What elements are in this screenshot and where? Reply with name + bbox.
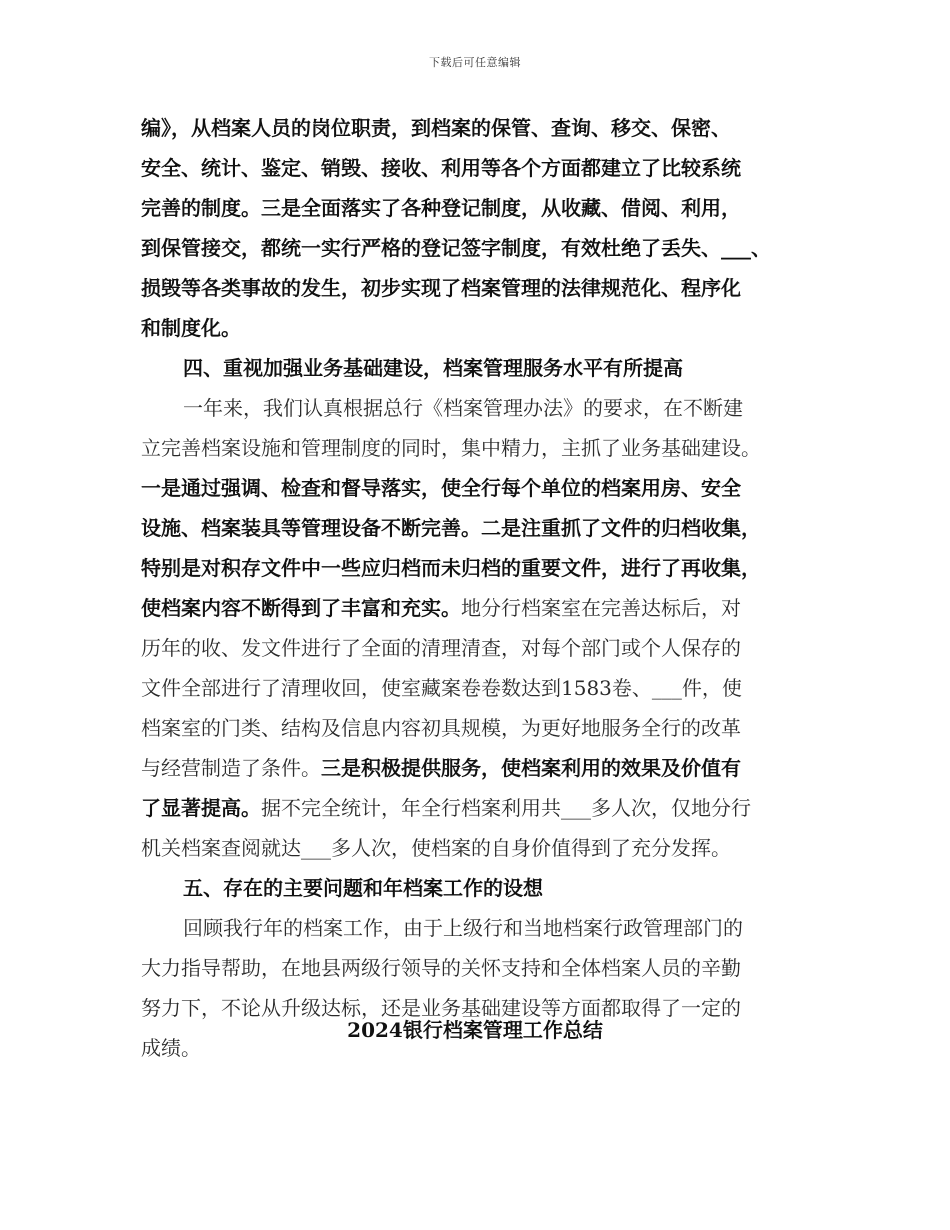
text-line-mixed xyxy=(141,748,817,788)
normal-span: 与经营制造了条件。 xyxy=(141,756,321,780)
text-line: 到保管接交，都统一实行严格的登记签字制度，有效杜绝了丢失、___、 xyxy=(141,236,771,260)
text-line-mixed xyxy=(141,788,817,828)
bold-span: 使档案内容不断得到了丰富和充实。 xyxy=(141,596,461,620)
document-title: 2024银行档案管理工作总结 xyxy=(347,1018,603,1042)
text-line: 完善的制度。三是全面落实了各种登记制度，从收藏、借阅、利用， xyxy=(141,196,741,220)
text-line: 和制度化。 xyxy=(141,316,241,340)
text-line-mixed xyxy=(141,588,817,628)
text-line: 一是通过强调、检查和督导落实，使全行每个单位的档案用房、安全 xyxy=(141,476,741,500)
bold-span: 了显著提高。 xyxy=(141,796,261,820)
text-line: 大力指导帮助，在地县两级行领导的关怀支持和全体档案人员的辛勤 xyxy=(141,956,741,980)
text-line: 档案室的门类、结构及信息内容初具规模，为更好地服务全行的改革 xyxy=(141,716,741,740)
text-line: 安全、统计、鉴定、销毁、接收、利用等各个方面都建立了比较系统 xyxy=(141,156,741,180)
normal-span: 地分行档案室在完善达标后，对 xyxy=(461,596,741,620)
text-line: 立完善档案设施和管理制度的同时，集中精力，主抓了业务基础建设。 xyxy=(141,436,761,460)
text-line: 损毁等各类事故的发生，初步实现了档案管理的法律规范化、程序化 xyxy=(141,276,741,300)
text-line: 回顾我行年的档案工作，由于上级行和当地档案行政管理部门的 xyxy=(183,916,743,940)
text-line: 特别是对积存文件中一些应归档而未归档的重要文件，进行了再收集， xyxy=(141,556,761,580)
section-heading-5: 五、存在的主要问题和年档案工作的设想 xyxy=(183,876,543,900)
page-header: 下载后可任意编辑 xyxy=(429,56,521,69)
text-line: 历年的收、发文件进行了全面的清理清查，对每个部门或个人保存的 xyxy=(141,636,741,660)
text-line: 努力下，不论从升级达标，还是业务基础建设等方面都取得了一定的 xyxy=(141,996,741,1020)
text-line: 编》，从档案人员的岗位职责，到档案的保管、查询、移交、保密、 xyxy=(141,116,731,140)
text-line: 设施、档案装具等管理设备不断完善。二是注重抓了文件的归档收集， xyxy=(141,516,761,540)
text-line: 一年来，我们认真根据总行《档案管理办法》的要求，在不断建 xyxy=(183,396,743,420)
text-line: 成绩。 xyxy=(141,1036,201,1060)
document-body xyxy=(141,108,817,1068)
bold-span: 三是积极提供服务，使档案利用的效果及价值有 xyxy=(321,756,741,780)
normal-span: 据不完全统计，年全行档案利用共___多人次，仅地分行 xyxy=(261,796,751,820)
text-line: 机关档案查阅就达___多人次，使档案的自身价值得到了充分发挥。 xyxy=(141,836,731,860)
section-heading-4: 四、重视加强业务基础建设，档案管理服务水平有所提高 xyxy=(183,356,683,380)
text-line: 文件全部进行了清理收回，使室藏案卷卷数达到1583卷、___件，使 xyxy=(141,676,742,700)
